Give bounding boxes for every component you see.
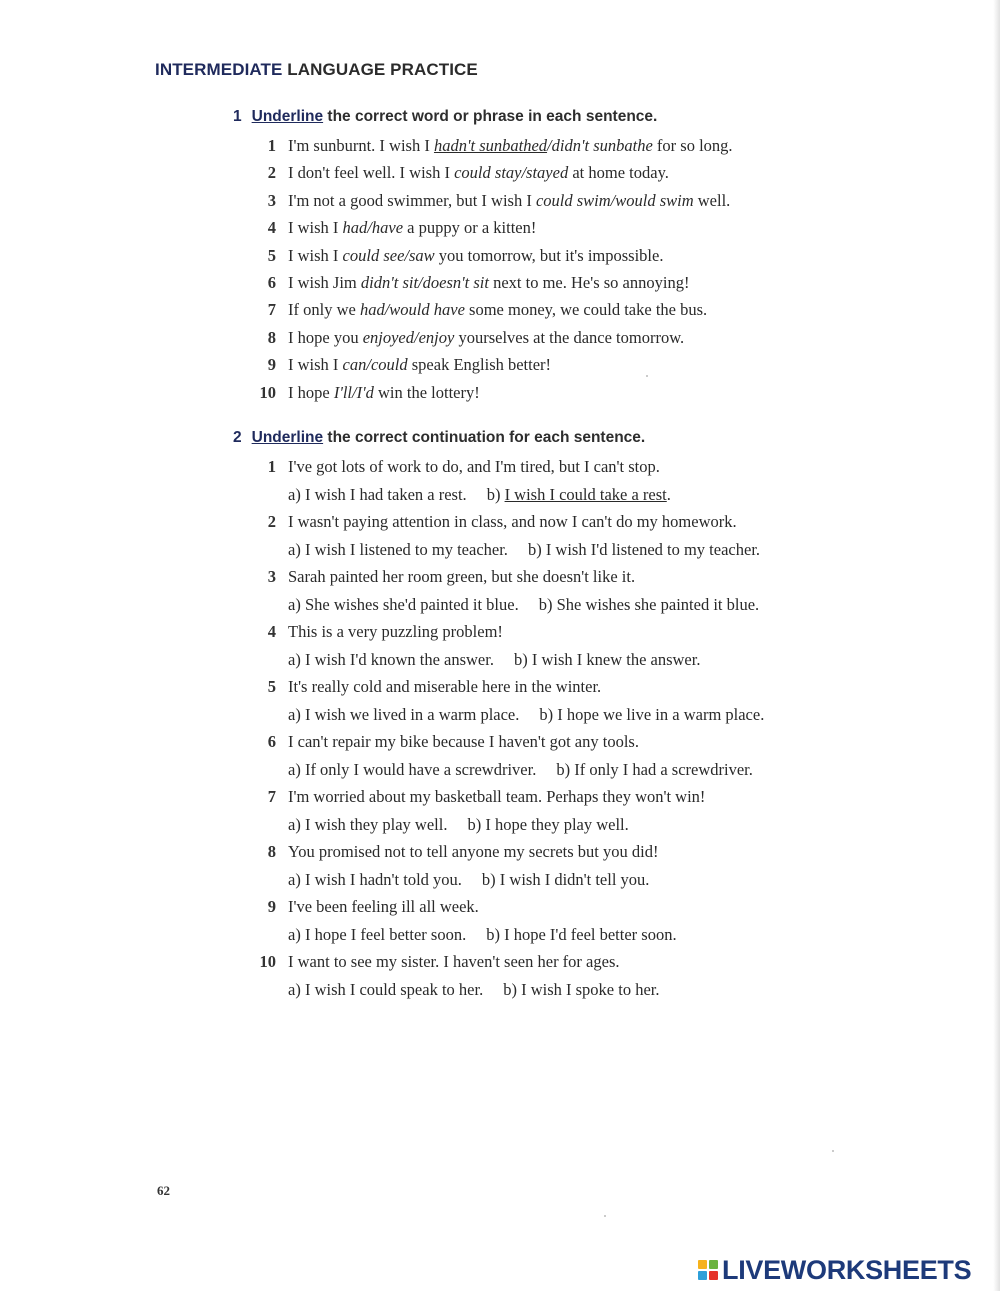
scan-speck	[646, 375, 648, 377]
item-prompt: It's really cold and miserable here in the winter.	[288, 677, 602, 696]
item-prompt: I'm worried about my basketball team. Perhaps they won't win!	[288, 787, 706, 806]
logo-square	[709, 1260, 718, 1269]
option-b-prefix: b)	[467, 814, 486, 834]
item-number: 4	[267, 622, 276, 641]
option-a[interactable]: a) She wishes she'd painted it blue.	[288, 594, 519, 614]
exercise-1-instruction: the correct word or phrase in each sentence.	[323, 108, 658, 125]
item-prompt: I wasn't paying attention in class, and now I can't do my homework.	[288, 512, 737, 531]
answer-option[interactable]: can/could	[342, 355, 408, 375]
option-b-text: If only I had a screwdriver.	[574, 759, 753, 779]
header-part-1: INTERMEDIATE	[155, 60, 283, 79]
option-b-text: I wish I knew the answer.	[531, 649, 701, 669]
page-number: 62	[157, 1183, 170, 1198]
answer-option[interactable]: could stay/stayed	[454, 163, 569, 183]
sentence-text: next to me. He's so annoying!	[488, 273, 690, 292]
item-number: 5	[267, 677, 276, 696]
item-number: 9	[267, 355, 276, 375]
item-number: 7	[267, 300, 276, 320]
logo-square	[709, 1271, 718, 1280]
item-sentence	[288, 163, 669, 183]
sentence-text: If only we	[288, 300, 360, 320]
option-b-text: I wish I spoke to her.	[521, 979, 660, 999]
sentence-text: I wish I	[288, 218, 343, 238]
item-sentence	[288, 246, 663, 266]
answer-option[interactable]: could swim/would swim	[535, 190, 694, 210]
option-b[interactable]	[556, 760, 753, 779]
option-a[interactable]: a) I wish I'd known the answer.	[288, 649, 494, 669]
item-number: 10	[259, 952, 276, 971]
option-b[interactable]	[467, 815, 628, 834]
item-sentence	[288, 218, 536, 238]
item-prompt: This is a very puzzling problem!	[288, 622, 503, 641]
liveworksheets-logo-icon	[698, 1260, 718, 1280]
option-b-text: I wish I didn't tell you.	[499, 869, 650, 889]
item-prompt: I've got lots of work to do, and I'm tired, but I can't stop.	[288, 457, 660, 476]
option-b[interactable]	[487, 485, 671, 504]
sentence-text: I hope you	[288, 327, 363, 347]
exercise-1-keyword: Underline	[251, 108, 324, 125]
item-number: 4	[267, 218, 276, 238]
option-b[interactable]	[514, 650, 701, 669]
item-number: 8	[267, 327, 276, 347]
answer-option[interactable]: had/would have	[359, 300, 465, 320]
sentence-text: some money, we could take the bus.	[464, 300, 708, 320]
option-b-prefix: b)	[539, 704, 558, 724]
answer-option[interactable]: didn't sit/doesn't sit	[360, 273, 489, 292]
sentence-text: I wish I	[288, 245, 343, 265]
item-prompt: Sarah painted her room green, but she doesn't like it.	[288, 567, 636, 586]
item-sentence	[288, 136, 733, 156]
exercise-1-number: 1	[233, 108, 242, 125]
item-number: 3	[267, 567, 276, 586]
exercise-2-options	[288, 485, 671, 505]
sentence-text: win the lottery!	[373, 382, 480, 402]
sentence-text: for so long.	[652, 136, 733, 155]
item-number: 7	[267, 787, 276, 806]
item-sentence	[288, 355, 551, 375]
sentence-text: a puppy or a kitten!	[403, 218, 537, 238]
exercise-2-instruction: the correct continuation for each sentence.	[323, 429, 646, 446]
option-a[interactable]: a) If only I would have a screwdriver.	[288, 759, 537, 779]
item-number: 8	[267, 842, 276, 861]
option-b[interactable]	[482, 870, 650, 889]
sentence-text: at home today.	[568, 163, 669, 183]
item-number: 6	[267, 732, 276, 751]
option-b-text: I hope we live in a warm place.	[557, 704, 765, 724]
option-b-text: I hope I'd feel better soon.	[504, 924, 677, 944]
exercise-2-options	[288, 760, 753, 780]
item-prompt: You promised not to tell anyone my secrets but you did!	[288, 842, 659, 861]
option-b-suffix: .	[666, 484, 671, 504]
option-b-prefix: b)	[486, 484, 505, 504]
item-sentence	[288, 383, 480, 403]
page-edge-shadow	[914, 0, 1000, 1291]
sentence-text: I hope	[288, 382, 334, 402]
scan-speck	[604, 1215, 606, 1217]
liveworksheets-logo	[698, 1255, 971, 1285]
page-header	[155, 60, 478, 80]
option-b[interactable]	[539, 595, 759, 614]
exercise-2-options	[288, 870, 649, 890]
sentence-text: well.	[693, 190, 731, 210]
sentence-text: speak English better!	[407, 355, 552, 375]
logo-square	[698, 1260, 707, 1269]
item-number: 1	[267, 457, 276, 476]
answer-option[interactable]: enjoyed/enjoy	[362, 327, 455, 347]
sentence-text: I'm not a good swimmer, but I wish I	[288, 190, 536, 210]
exercise-2-options	[288, 540, 760, 560]
item-number: 1	[267, 136, 276, 155]
option-a[interactable]: a) I wish we lived in a warm place.	[288, 704, 520, 724]
item-number: 9	[267, 897, 276, 916]
option-b-prefix: b)	[486, 924, 505, 944]
exercise-2-keyword: Underline	[251, 429, 324, 446]
logo-square	[698, 1271, 707, 1280]
sentence-text: you tomorrow, but it's impossible.	[434, 245, 664, 265]
exercise-2-options	[288, 705, 764, 725]
option-a[interactable]: a) I wish I could speak to her.	[288, 979, 484, 999]
sentence-text: I don't feel well. I wish I	[288, 163, 455, 183]
option-b[interactable]	[528, 540, 760, 559]
item-sentence	[288, 273, 689, 293]
option-b[interactable]	[539, 705, 764, 724]
option-b-text: I wish I'd listened to my teacher.	[545, 539, 761, 559]
option-b-text: I wish I could take a rest	[504, 484, 667, 504]
exercise-2-options	[288, 980, 659, 1000]
sentence-text: I'm sunburnt. I wish I	[288, 136, 434, 155]
item-prompt: I want to see my sister. I haven't seen her for ages.	[288, 952, 620, 971]
item-number: 2	[267, 163, 276, 183]
item-prompt: I've been feeling ill all week.	[288, 897, 479, 916]
exercise-1-heading	[233, 108, 657, 126]
answer-option[interactable]: hadn't sunbathed	[433, 136, 548, 155]
option-b-prefix: b)	[513, 649, 532, 669]
item-prompt: I can't repair my bike because I haven't got any tools.	[288, 732, 639, 751]
item-number: 5	[267, 245, 276, 265]
item-number: 6	[267, 273, 276, 292]
answer-option[interactable]: didn't sunbathe	[551, 136, 653, 155]
item-sentence	[288, 328, 684, 348]
answer-option[interactable]: I'll/I'd	[333, 382, 374, 402]
logo-text: LIVEWORKSHEETS	[722, 1254, 972, 1285]
option-b-text: I hope they play well.	[485, 814, 629, 834]
item-number: 3	[267, 190, 276, 210]
header-part-2: LANGUAGE PRACTICE	[282, 60, 478, 79]
option-b-text: She wishes she painted it blue.	[556, 594, 760, 614]
option-b-prefix: b)	[556, 759, 575, 779]
exercise-2-options	[288, 815, 629, 835]
item-sentence	[288, 191, 730, 211]
answer-option[interactable]: /	[547, 136, 552, 155]
exercise-2-number: 2	[233, 429, 242, 446]
exercise-2-heading	[233, 429, 645, 447]
option-a[interactable]: a) I wish I had taken a rest.	[288, 484, 467, 504]
option-b-prefix: b)	[503, 979, 522, 999]
option-b[interactable]	[503, 980, 659, 999]
option-a[interactable]: a) I wish they play well.	[288, 814, 448, 834]
option-b[interactable]	[486, 925, 676, 944]
sentence-text: yourselves at the dance tomorrow.	[454, 327, 685, 347]
exercise-2-options	[288, 595, 759, 615]
option-b-prefix: b)	[538, 594, 557, 614]
sentence-text: I wish I	[288, 355, 343, 375]
item-number: 10	[259, 382, 276, 402]
option-b-prefix: b)	[481, 869, 500, 889]
scan-speck	[832, 1150, 834, 1152]
sentence-text: I wish Jim	[288, 273, 361, 292]
exercise-2-options	[288, 650, 700, 670]
answer-option[interactable]: could see/saw	[342, 245, 435, 265]
option-a[interactable]: a) I wish I listened to my teacher.	[288, 539, 508, 559]
item-sentence	[288, 300, 707, 320]
option-b-prefix: b)	[527, 539, 546, 559]
option-a[interactable]: a) I wish I hadn't told you.	[288, 869, 462, 889]
exercise-2-options	[288, 925, 677, 945]
answer-option[interactable]: had/have	[342, 218, 404, 238]
option-a[interactable]: a) I hope I feel better soon.	[288, 924, 467, 944]
item-number: 2	[267, 512, 276, 531]
